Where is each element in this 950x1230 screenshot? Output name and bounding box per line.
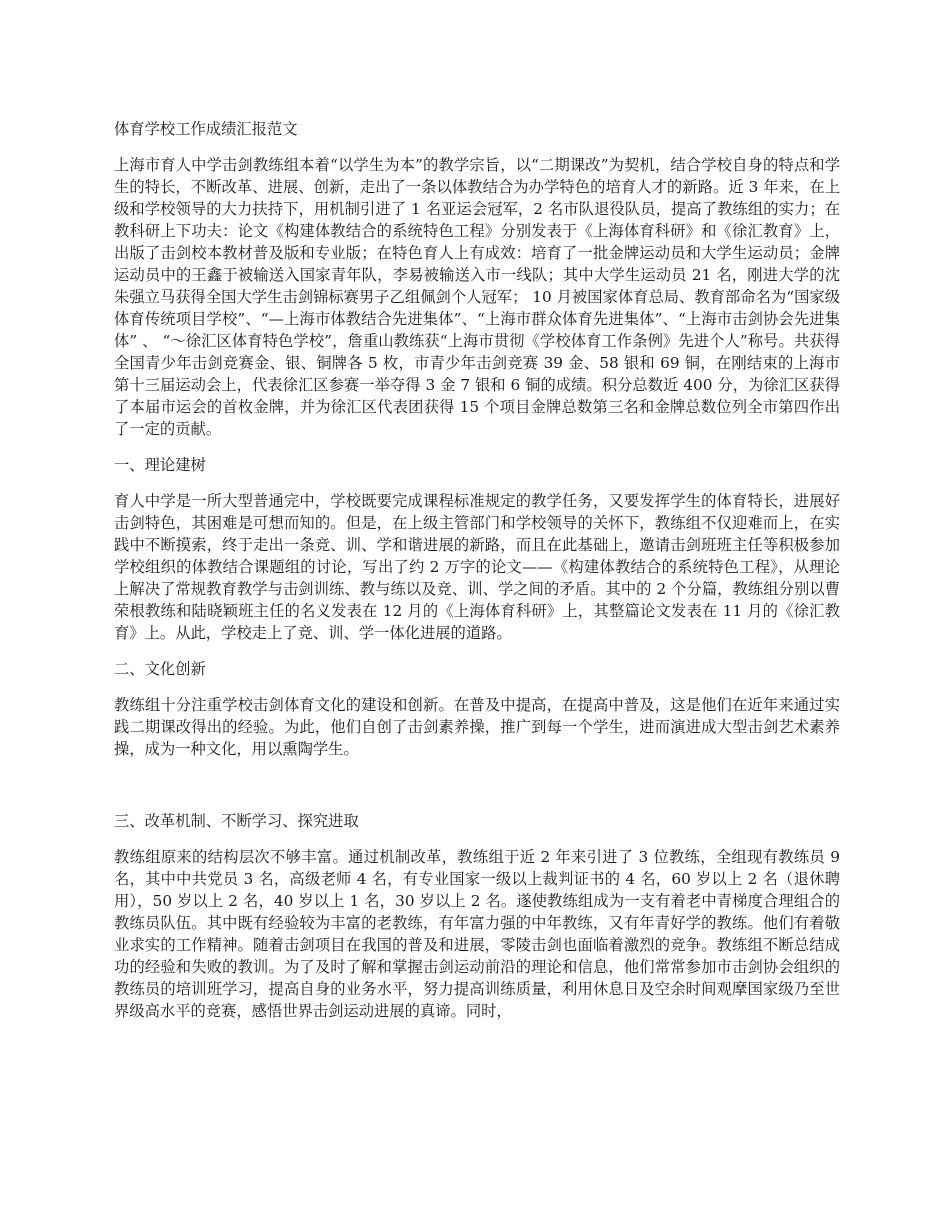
blank-spacer	[114, 774, 840, 810]
section-body-culture: 教练组十分注重学校击剑体育文化的建设和创新。在普及中提高，在提高中普及，这是他们在近年来通过实践二期课改得出的经验。为此，他们自创了击剑素养操，推广到每一个学生，进而演进成大型击剑艺术素养操，成为一种文化，用以熏陶学生。	[114, 696, 840, 758]
document-page	[114, 118, 840, 1036]
section-heading-theory: 一、理论建树	[114, 456, 206, 474]
section-body-reform: 教练组原来的结构层次不够丰富。通过机制改革，教练组于近 2 年来引进了 3 位教练，全组现有教练员 9 名，其中中共党员 3 名，高级老师 4 名，有专业国家一级以上裁判证书的 4 名，60 岁以上 2 名（退休聘用），50 岁以上 2 名，40 岁以上 1 名，30 岁以上 2 名。遂使教练组成为一支有着老中青梯度合理组合的教练员队伍。其中既有经验较为丰富的老教练，有年富力强的中年教练，又有年青好学的教练。他们有着敬业求实的工作精神。随着击剑项目在我国的普及和进展，零陵击剑也面临着激烈的竞争。教练组不断总结成功的经验和失败的教训。为了及时了解和掌握击剑运动前沿的理论和信息，他们常常参加市击剑协会组织的教练员的培训班学习，提高自身的业务水平，努力提高训练质量，利用休息日及空余时间观摩国家级乃至世界级高水平的竞赛，感悟世界击剑运动进展的真谛。同时，	[114, 848, 840, 1020]
section-body-theory: 育人中学是一所大型普通完中，学校既要完成课程标准规定的教学任务，又要发挥学生的体育特长，进展好击剑特色，其困难是可想而知的。但是，在上级主管部门和学校领导的关怀下，教练组不仅迎难而上，在实践中不断摸索，终于走出一条竞、训、学和谐进展的新路，而且在此基础上，邀请击剑班班主任等积极参加学校组织的体教结合课题组的讨论，写出了约 2 万字的论文——《构建体教结合的系统特色工程》，从理论上解决了常规教育教学与击剑训练、教与练以及竞、训、学之间的矛盾。其中的 2 个分篇，教练组分别以曹荣根教练和陆晓颖班主任的名义发表在 12 月的《上海体育科研》上，其整篇论文发表在 11 月的《徐汇教育》上。从此，学校走上了竞、训、学一体化进展的道路。	[114, 492, 840, 642]
document-title: 体育学校工作成绩汇报范文	[114, 120, 298, 138]
intro-paragraph: 上海市育人中学击剑教练组本着“以学生为本”的教学宗旨，以“二期课改”为契机，结合学校自身的特点和学生的特长，不断改革、进展、创新，走出了一条以体教结合为办学特色的培育人才的新路。近 3 年来，在上级和学校领导的大力扶持下，用机制引进了 1 名亚运会冠军，2 名市队退役队员，提高了教练组的实力；在教科研上下功夫：论文《构建体教结合的系统特色工程》分别发表于《上海体育科研》和《徐汇教育》上，出版了击剑校本教材普及版和专业版；在特色育人上有成效：培育了一批金牌运动员和大学生运动员；金牌运动员中的王鑫于被输送入国家青年队，李易被输送入市一线队；其中大学生运动员 21 名，刚进大学的沈朱强立马获得全国大学生击剑锦标赛男子乙组佩剑个人冠军； 10 月被国家体育总局、教育部命名为“国家级体育传统项目学校”、“—上海市体教结合先进集体”、“上海市群众体育先进集体”、“上海市击剑协会先进集体” 、 “～徐汇区体育特色学校”，詹重山教练获“上海市贯彻《学校体育工作条例》先进个人”称号。共获得全国青少年击剑竞赛金、银、铜牌各 5 枚，市青少年击剑竞赛 39 金、58 银和 69 铜，在刚结束的上海市第十三届运动会上，代表徐汇区参赛一举夺得 3 金 7 银和 6 铜的成绩。积分总数近 400 分，为徐汇区获得了本届市运会的首枚金牌，并为徐汇区代表团获得 15 个项目金牌总数第三名和金牌总数位列全市第四作出了一定的贡献。	[114, 156, 840, 438]
section-heading-reform: 三、改革机制、不断学习、探究进取	[114, 812, 359, 830]
section-heading-culture: 二、文化创新	[114, 660, 206, 678]
